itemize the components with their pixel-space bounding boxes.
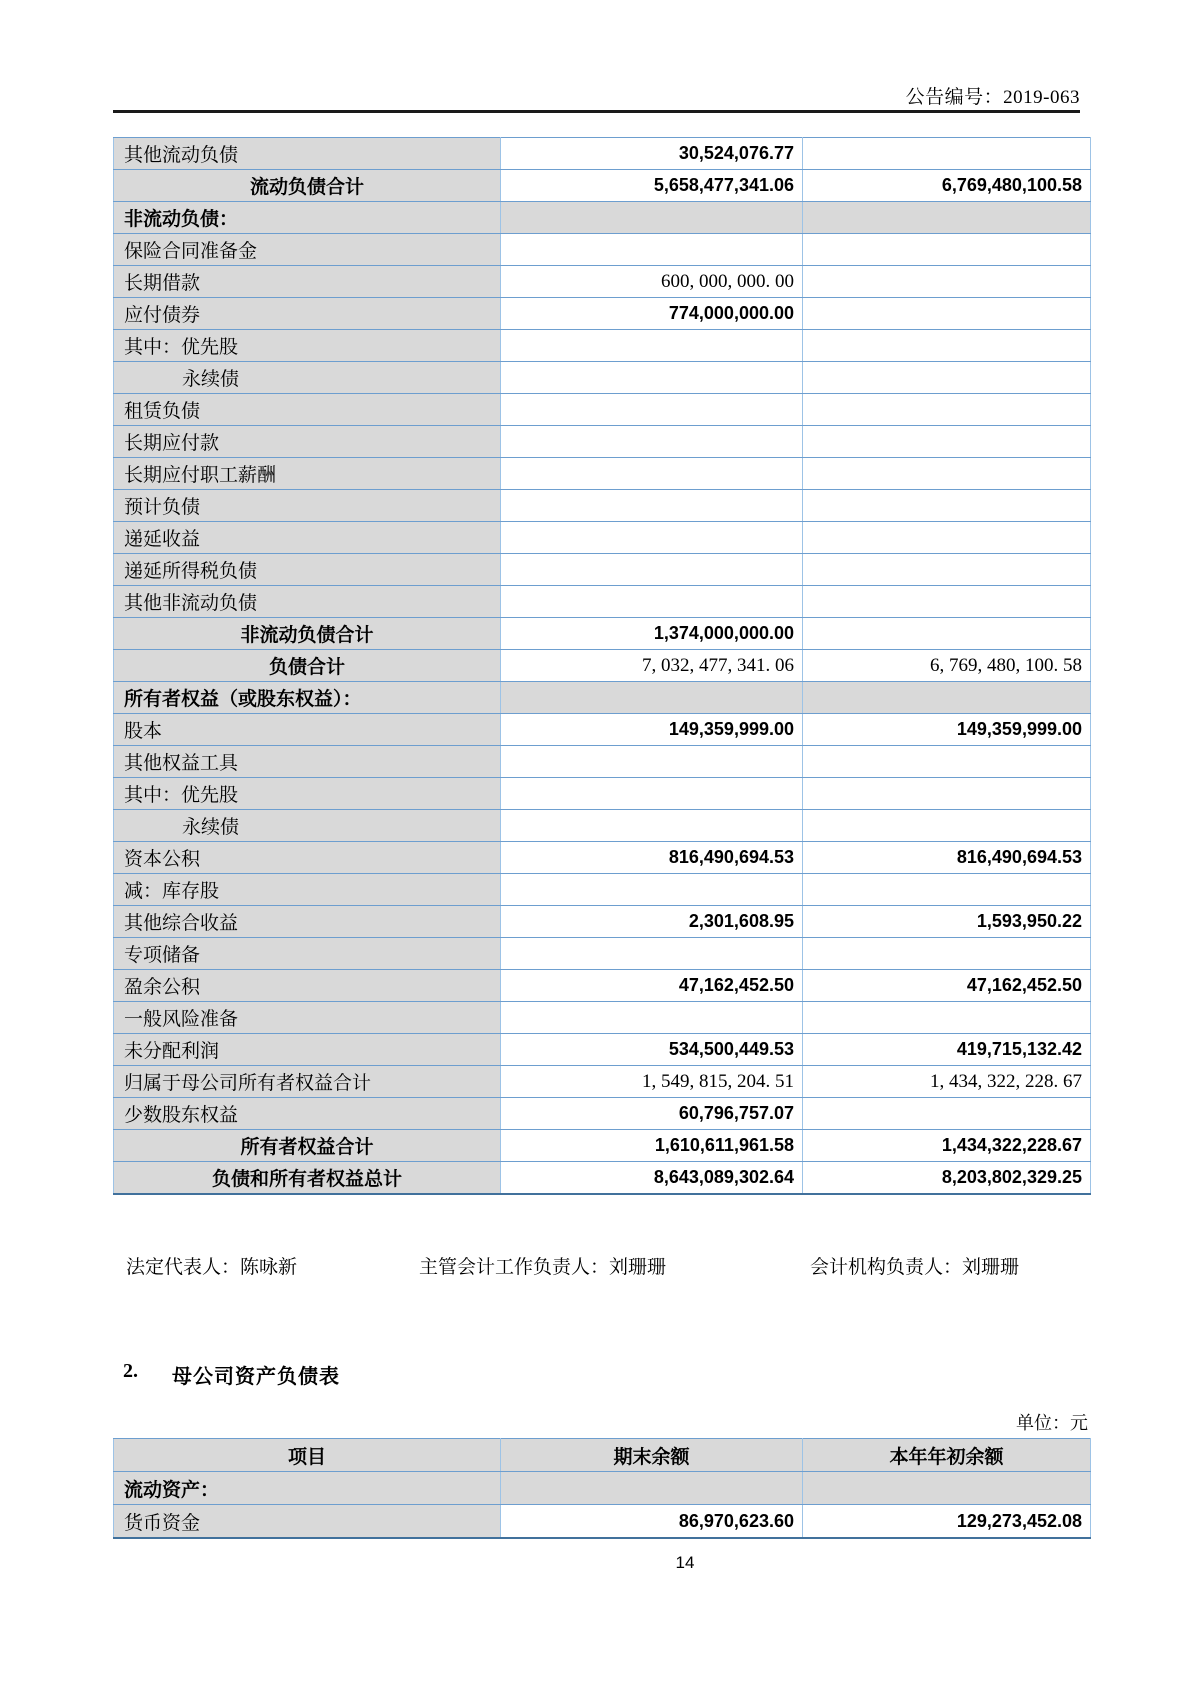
item-label: 盈余公积 [114,970,501,1002]
table-row [114,938,1091,970]
accounting-department-head: 会计机构负责人：刘珊珊 [810,1257,1020,1278]
table-row [114,426,1091,458]
table-row [114,778,1091,810]
item-label: 少数股东权益 [114,1098,501,1130]
legal-representative: 法定代表人：陈咏新 [126,1257,298,1278]
ending-balance [501,554,803,586]
table-row [114,170,1091,202]
signature-line [113,1252,1090,1276]
item-label: 未分配利润 [114,1034,501,1066]
item-label: 其中：优先股 [114,330,501,362]
item-label: 其中：优先股 [114,778,501,810]
beginning-balance [803,426,1091,458]
table-row [114,490,1091,522]
ending-balance: 86,970,623.60 [501,1505,803,1539]
section-number: 2. [123,1360,138,1382]
beginning-balance: 6,769,480,100.58 [803,170,1091,202]
beginning-balance [803,1002,1091,1034]
ending-balance [501,1472,803,1505]
ending-balance: 5,658,477,341.06 [501,170,803,202]
table-row [114,650,1091,682]
item-label: 递延所得税负债 [114,554,501,586]
ending-balance: 60,796,757.07 [501,1098,803,1130]
ending-balance [501,874,803,906]
beginning-balance [803,586,1091,618]
beginning-balance: 1,593,950.22 [803,906,1091,938]
chief-accounting-officer: 主管会计工作负责人：刘珊珊 [419,1257,667,1278]
ending-balance [501,522,803,554]
beginning-balance [803,490,1091,522]
table-row [114,810,1091,842]
ending-balance: 816,490,694.53 [501,842,803,874]
ending-balance [501,490,803,522]
ending-balance [501,938,803,970]
table-row [114,298,1091,330]
consolidated-balance-sheet-table [113,137,1091,1195]
table-row [114,906,1091,938]
item-label: 其他综合收益 [114,906,501,938]
item-label: 专项储备 [114,938,501,970]
column-header-ending-balance: 期末余额 [501,1439,803,1472]
column-header-beginning-balance: 本年年初余额 [803,1439,1091,1472]
beginning-balance [803,298,1091,330]
beginning-balance [803,362,1091,394]
item-label: 流动负债合计 [114,170,501,202]
beginning-balance [803,1472,1091,1505]
item-label: 非流动负债合计 [114,618,501,650]
table-row [114,1162,1091,1195]
table-row [114,266,1091,298]
beginning-balance [803,618,1091,650]
ending-balance [501,394,803,426]
item-label: 所有者权益（或股东权益）： [114,682,501,714]
beginning-balance [803,746,1091,778]
page-number: 14 [675,1553,695,1572]
ending-balance [501,682,803,714]
table-row [114,330,1091,362]
item-label: 减：库存股 [114,874,501,906]
item-label: 货币资金 [114,1505,501,1539]
table-row [114,234,1091,266]
item-label: 归属于母公司所有者权益合计 [114,1066,501,1098]
unit-label: 单位：元 [1016,1413,1088,1433]
table-row [114,1034,1091,1066]
beginning-balance [803,266,1091,298]
beginning-balance [803,458,1091,490]
item-label: 其他非流动负债 [114,586,501,618]
item-label: 长期借款 [114,266,501,298]
beginning-balance [803,234,1091,266]
item-label: 流动资产： [114,1472,501,1505]
beginning-balance: 149,359,999.00 [803,714,1091,746]
table-row [114,874,1091,906]
table-row [114,842,1091,874]
table-row [114,138,1091,170]
ending-balance: 600, 000, 000. 00 [501,266,803,298]
ending-balance: 1, 549, 815, 204. 51 [501,1066,803,1098]
item-label: 长期应付职工薪酬 [114,458,501,490]
table-row [114,970,1091,1002]
ending-balance: 1,374,000,000.00 [501,618,803,650]
ending-balance [501,362,803,394]
beginning-balance: 47,162,452.50 [803,970,1091,1002]
beginning-balance [803,138,1091,170]
table-row [114,1505,1091,1539]
item-label: 保险合同准备金 [114,234,501,266]
beginning-balance [803,1098,1091,1130]
ending-balance [501,458,803,490]
table-header-row [114,1439,1091,1472]
table-row [114,458,1091,490]
table-row [114,618,1091,650]
item-label: 预计负债 [114,490,501,522]
item-label: 负债和所有者权益总计 [114,1162,501,1195]
ending-balance [501,330,803,362]
beginning-balance: 1, 434, 322, 228. 67 [803,1066,1091,1098]
beginning-balance: 8,203,802,329.25 [803,1162,1091,1195]
table-row [114,394,1091,426]
beginning-balance: 419,715,132.42 [803,1034,1091,1066]
section-title: 母公司资产负债表 [172,1366,340,1388]
beginning-balance [803,330,1091,362]
beginning-balance [803,810,1091,842]
beginning-balance [803,554,1091,586]
ending-balance [501,778,803,810]
ending-balance [501,202,803,234]
table-row [114,682,1091,714]
ending-balance: 7, 032, 477, 341. 06 [501,650,803,682]
table-row [114,362,1091,394]
ending-balance [501,426,803,458]
item-label: 股本 [114,714,501,746]
ending-balance: 47,162,452.50 [501,970,803,1002]
header-rule [113,110,1080,113]
ending-balance: 149,359,999.00 [501,714,803,746]
beginning-balance: 1,434,322,228.67 [803,1130,1091,1162]
item-label: 永续债 [114,362,501,394]
beginning-balance [803,778,1091,810]
table-row [114,1002,1091,1034]
table-row [114,1066,1091,1098]
table-row [114,714,1091,746]
column-header-item: 项目 [114,1439,501,1472]
beginning-balance: 6, 769, 480, 100. 58 [803,650,1091,682]
ending-balance: 1,610,611,961.58 [501,1130,803,1162]
beginning-balance [803,202,1091,234]
ending-balance: 534,500,449.53 [501,1034,803,1066]
table-row [114,1098,1091,1130]
item-label: 非流动负债： [114,202,501,234]
table-row [114,1130,1091,1162]
table-row [114,554,1091,586]
table-row [114,522,1091,554]
beginning-balance [803,522,1091,554]
item-label: 一般风险准备 [114,1002,501,1034]
beginning-balance [803,938,1091,970]
section-heading [113,1360,1090,1386]
table-row [114,586,1091,618]
ending-balance [501,1002,803,1034]
beginning-balance: 129,273,452.08 [803,1505,1091,1539]
table-row [114,202,1091,234]
ending-balance: 2,301,608.95 [501,906,803,938]
item-label: 所有者权益合计 [114,1130,501,1162]
item-label: 长期应付款 [114,426,501,458]
ending-balance [501,746,803,778]
item-label: 资本公积 [114,842,501,874]
item-label: 应付债券 [114,298,501,330]
beginning-balance [803,394,1091,426]
ending-balance: 30,524,076.77 [501,138,803,170]
ending-balance: 8,643,089,302.64 [501,1162,803,1195]
item-label: 租赁负债 [114,394,501,426]
ending-balance: 774,000,000.00 [501,298,803,330]
item-label: 其他流动负债 [114,138,501,170]
beginning-balance [803,682,1091,714]
ending-balance [501,810,803,842]
item-label: 负债合计 [114,650,501,682]
parent-balance-sheet-table [113,1438,1091,1539]
item-label: 永续债 [114,810,501,842]
announcement-number: 公告编号：2019-063 [905,87,1080,108]
table-row [114,1472,1091,1505]
item-label: 其他权益工具 [114,746,501,778]
ending-balance [501,586,803,618]
beginning-balance [803,874,1091,906]
beginning-balance: 816,490,694.53 [803,842,1091,874]
table-row [114,746,1091,778]
ending-balance [501,234,803,266]
item-label: 递延收益 [114,522,501,554]
